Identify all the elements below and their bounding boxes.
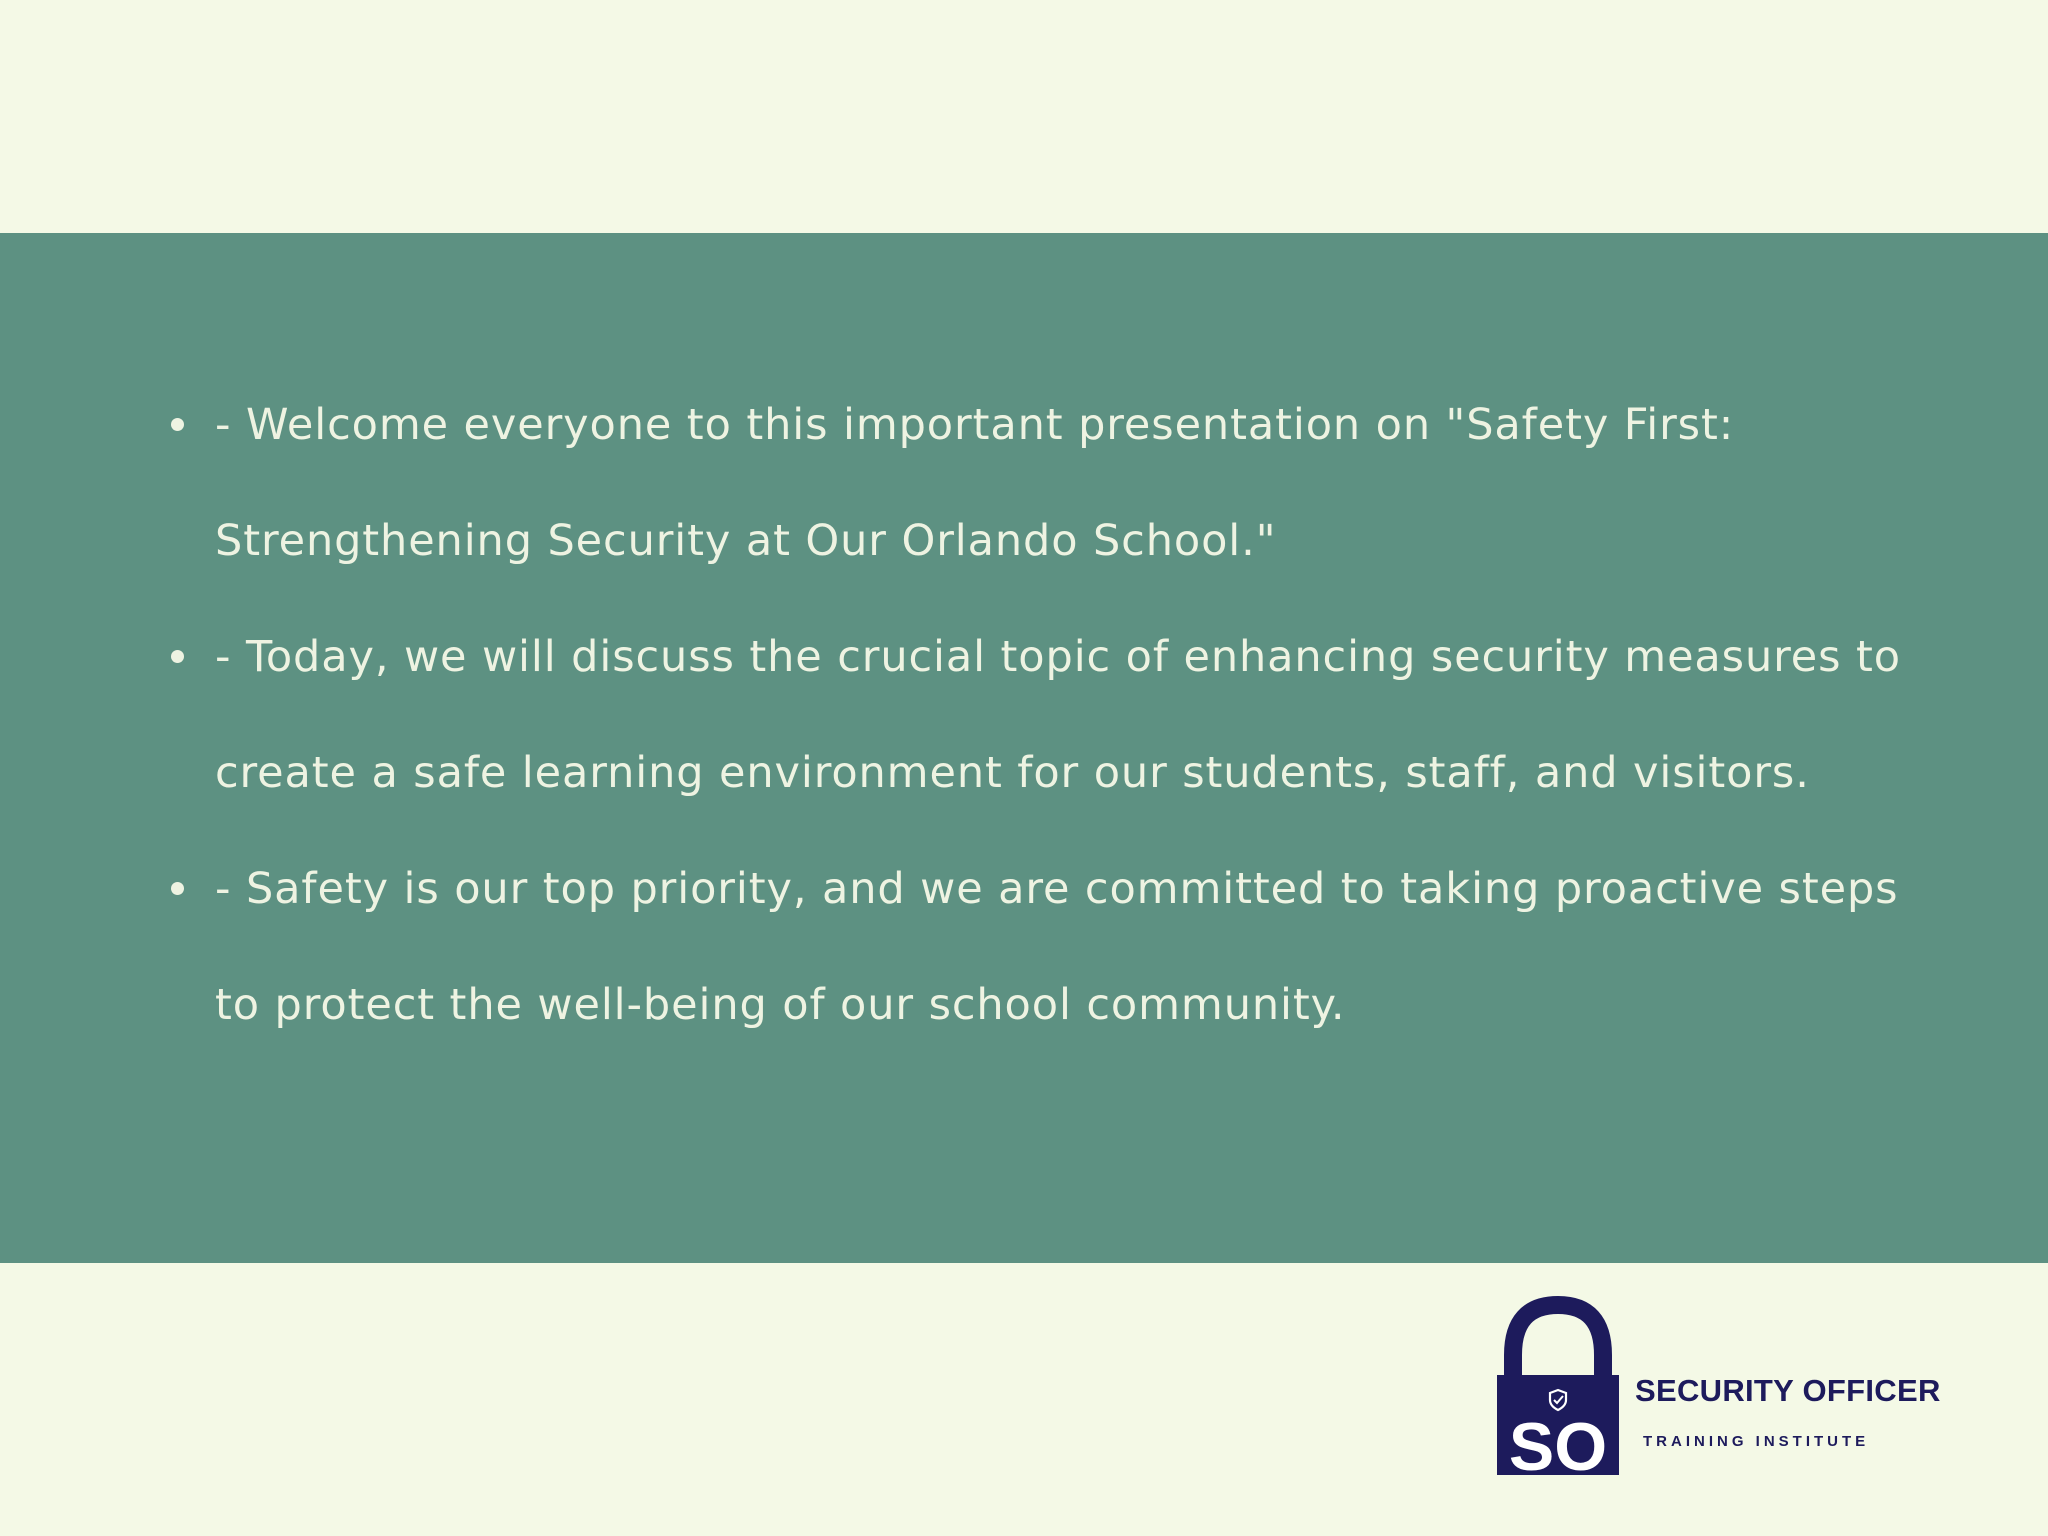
bullet-item — [215, 831, 1995, 1063]
bullet-text-line: - Welcome everyone to this important presentation on "Safety First: — [215, 400, 1735, 450]
bullet-text-line: - Safety is our top priority, and we are committed to taking proactive steps — [215, 864, 1899, 914]
logo-title: SECURITY OFFICER — [1635, 1373, 1941, 1408]
logo-subtitle: TRAINING INSTITUTE — [1643, 1433, 1870, 1450]
bullet-text-line: - Today, we will discuss the crucial topic of enhancing security measures to — [215, 632, 1901, 682]
content-band — [0, 233, 2048, 1263]
bullet-text-line: to protect the well-being of our school community. — [215, 980, 1346, 1030]
bullet-text-line: Strengthening Security at Our Orlando School." — [215, 516, 1277, 566]
bullet-dot-icon — [171, 650, 184, 663]
bullet-text-line: create a safe learning environment for our students, staff, and visitors. — [215, 748, 1810, 798]
logo-monogram: SO — [1508, 1409, 1608, 1478]
bullet-item — [215, 599, 1995, 831]
bullet-dot-icon — [171, 882, 184, 895]
bullet-item — [215, 367, 1995, 599]
bullet-dot-icon — [171, 418, 184, 431]
padlock-icon — [1493, 1293, 1623, 1478]
security-officer-logo — [1493, 1293, 1953, 1478]
